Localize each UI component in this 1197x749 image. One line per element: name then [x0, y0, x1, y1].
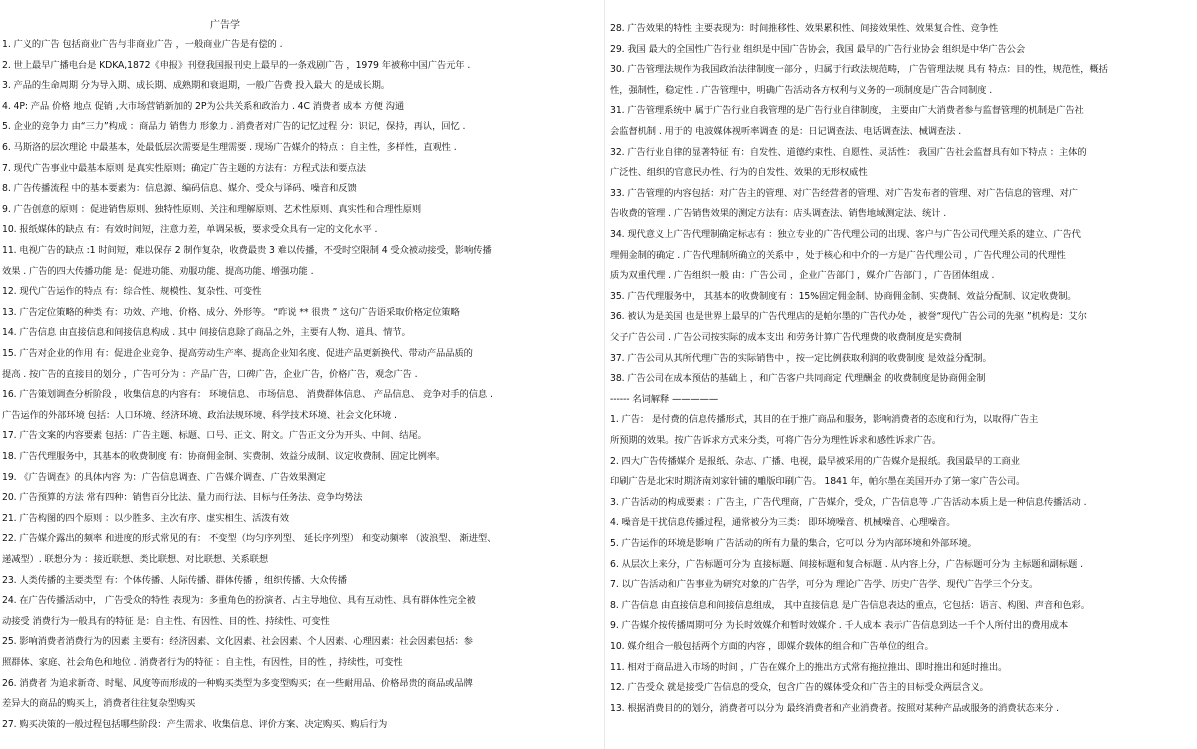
- text-line: 15. 广告对企业的作用 有：促进企业竞争、提高劳动生产率、提高企业知名度、促进产品更新换代、带动产品品质的: [2, 348, 473, 359]
- text-line: 1. 广义的广告 包括商业广告与非商业广告 ，一般商业广告是有偿的 .: [2, 39, 283, 50]
- text-line: 16. 广告策划调查分析阶段 ，收集信息的内容有： 环境信息、 市场信息、 消费群体信息、 产品信息、 竞争对手的信息 .: [2, 389, 493, 401]
- text-line: 30. 广告管理法规作为我国政治法律制度一部分 ，归属于行政法规范畴， 广告管理法规 具有 特点：目的性，规范性，概括: [610, 64, 1108, 76]
- text-line: 5. 企业的竞争力 由“三力”构成 ：商品力 销售力 形象力 . 消费者对广告的记忆过程 分：识记，保持，再认，回忆 .: [2, 121, 466, 133]
- text-line: 性，强制性，稳定性 . 广告管理中，明确广告活动各方权利与义务的一项制度是广告合同制度 .: [610, 84, 993, 96]
- text-line: 7. 以广告活动和广告事业为研究对象的广告学，可分为 理论广告学、历史广告学、现代广告学三个分支。: [610, 579, 1039, 591]
- text-line: 13. 广告定位策略的种类 有：功效、产地、价格、成分、外形等。 “昨说 ** 很贵 ” 这句广告语采取价格定位策略: [2, 306, 460, 318]
- text-line: 1. 广告： 是付费的信息传播形式，其目的在于推广商品和服务，影响消费者的态度和行为，以取得广告主: [610, 414, 1039, 426]
- text-line: 25. 影响消费者消费行为的因素 主要有：经济因素、文化因素、社会因素、个人因素、心理因素：社会因素包括：参: [2, 636, 473, 648]
- document-title: 广告学: [210, 20, 240, 31]
- text-line: 32. 广告行业自律的显著特征 有：自发性、道德约束性、自愿性、灵活性： 我国广告社会监督具有如下特点 ：主体的: [610, 146, 1087, 158]
- text-line: 19. 《广告调查》的具体内容 为：广告信息调查、广告媒介调查、广告效果测定: [2, 471, 326, 483]
- text-line: 21. 广告构图的四个原则 ：以少胜多、主次有序、虚实相生、活泼有效: [2, 512, 289, 524]
- text-line: 17. 广告文案的内容要素 包括：广告主题、标题、口号、正文、附文。广告正文分为开头、中间、结尾。: [2, 430, 427, 442]
- text-line: 8. 广告信息 由直接信息和间接信息组成， 其中直接信息 是广告信息表达的重点，它包括：语言、构图、声音和色彩。: [610, 599, 1090, 611]
- text-line: 差异大的商品的购买上，消费者往往复杂型购买: [2, 698, 196, 710]
- text-line: 38. 广告公司在成本预估的基础上 ，和广告客户共同商定 代理酬金 的收费制度是协商佣金制: [610, 373, 986, 385]
- text-line: 36. 被认为是美国 也是世界上最早的广告代理店的是帕尔墨的广告代办处 ，被誉“现代广告公司的先驱 ”机构是：艾尔: [610, 311, 1087, 323]
- text-line: 23. 人类传播的主要类型 有：个体传播、人际传播、群体传播 ，组织传播、大众传播: [2, 574, 347, 586]
- text-line: 所预期的效果。按广告诉求方式来分类，可将广告分为理性诉求和感性诉求广告。: [610, 435, 942, 446]
- text-line: ------ 名词解释 —————: [610, 393, 719, 405]
- text-line: 2. 四大广告传播媒介 是报纸、杂志、广播、电视，最早被采用的广告媒介是报纸。我国最早的工商业: [610, 455, 1020, 467]
- text-line: 广泛性、组织的官意民办性、行为的自发性、效果的无形权威性: [610, 167, 868, 179]
- text-line: 35. 广告代理服务中， 其基本的收费制度有 ：15%固定佣金制、协商佣金制、实费制、效益分配制、议定收费制。: [610, 290, 1077, 302]
- text-line: 理佣金制的确定 . 广告代理制所确立的关系中 ，处于核心和中介的一方是广告代理公司 ，广告代理公司的代理性: [610, 249, 1066, 261]
- text-line: 13. 根据消费目的的划分，消费者可以分为 最终消费者和产业消费者。按照对某种产品或服务的消费状态来分 .: [610, 702, 1059, 714]
- text-line: 5. 广告运作的环境是影响 广告活动的所有力量的集合，它可以 分为内部环境和外部环境。: [610, 538, 977, 549]
- text-line: 质为双重代理 . 广告组织一般 由：广告公司 ，企业广告部门 ，媒介广告部门 ，广告团体组成 .: [610, 270, 995, 282]
- text-line: 动接受 消费行为一般具有的特征 是：自主性、有因性、目的性、持续性、可变性: [2, 615, 330, 627]
- text-line: 29. 我国 最大的全国性广告行业 组织是中国广告协会，我国 最早的广告行业协会 组织是中华广告公会: [610, 43, 1026, 55]
- text-line: 12. 现代广告运作的特点 有：综合性、规模性、复杂性、可变性: [2, 286, 262, 298]
- text-line: 6. 马斯洛的层次理论 中最基本，处最低层次需要是生理需要 . 现场广告媒介的特点 ：自主性，多样性，直观性 .: [2, 142, 457, 153]
- text-line: 9. 广告媒介按传播周期可分 为长时效媒介和暂时效媒介 . 千人成本 表示广告信息到达一千个人所付出的费用成本: [610, 620, 1069, 632]
- text-line: 11. 相对于商品进入市场的时间 ，广告在媒介上的推出方式常有拖拉推出、即时推出和延时推出。: [610, 661, 1008, 673]
- text-line: 2. 世上最早广播电台是 KDKA,1872《申报》刊登我国报刊史上最早的一条戏剧广告 ，1979 年被称中国广告元年 .: [2, 59, 471, 71]
- text-line: 34. 现代意义上广告代理制确定标志有 ：独立专业的广告代理公司的出现、客户与广告公司代理关系的建立、广告代: [610, 229, 1081, 240]
- text-line: 8. 广告传播流程 中的基本要素为：信息源、编码信息、媒介、受众与译码、噪音和反馈: [2, 183, 357, 195]
- text-line: 28. 广告效果的特性 主要表现为：时间推移性、效果累积性、间接效果性、效果复合性、竞争性: [610, 23, 999, 34]
- text-line: 3. 广告活动的构成要素 ：广告主，广告代理商，广告媒介，受众，广告信息等 .广告活动本质上是一种信息传播活动 .: [610, 496, 1087, 508]
- text-line: 14. 广告信息 由直接信息和间接信息构成 . 其中 间接信息除了商品之外，主要有人物、道具、情节。: [2, 327, 411, 339]
- text-line: 26. 消费者 为追求新奇、时髦、风度等而形成的一种购买类型为多变型购买；在一些耐用品、价格昂贵的商品或品牌: [2, 677, 473, 689]
- text-line: 会监督机制 . 用于的 电波媒体视听率调查 的是：日记调查法、电话调查法、械调查法 .: [610, 126, 962, 137]
- text-line: 告收费的管理 . 广告销售效果的测定方法有：店头调查法、销售地域测定法、统计 .: [610, 208, 947, 220]
- text-line: 9. 广告创意的原则 ：促进销售原则、独特性原则、关注和理解原则、艺术性原则、真实性和合理性原则: [2, 203, 422, 215]
- text-line: 父子广告公司 . 广告公司按实际的成本支出 和劳务计算广告代理费的收费制度是实费制: [610, 332, 962, 343]
- text-line: 4. 噪音是干扰信息传播过程，通常被分为三类： 即环境噪音、机械噪音、心理噪音。: [610, 517, 956, 529]
- text-line: 27. 购买决策的一般过程包括哪些阶段：产生需求、收集信息、评价方案、决定购买、购后行为: [2, 718, 388, 730]
- text-line: 递减型）. 联想分为 ：接近联想、类比联想、对比联想、关系联想: [2, 554, 269, 565]
- text-line: 10. 媒介组合一般包括两个方面的内容 ，即媒介载体的组合和广告单位的组合。: [610, 641, 934, 652]
- text-line: 22. 广告媒介露出的频率 和进度的形式常见的有： 不变型（均匀序列型、 延长序列型） 和变动频率 （波浪型、 渐进型、: [2, 533, 497, 545]
- text-line: 37. 广告公司从其所代理广告的实际销售中 ，按一定比例获取利润的收费制度 是效益分配制。: [610, 352, 992, 364]
- text-line: 效果 . 广告的四大传播功能 是：促进功能、劝服功能、提高功能、增强功能 .: [2, 265, 314, 277]
- text-line: 广告运作的外部环境 包括：人口环境、经济环境、政治法规环境、科学技术环境、社会文化环境 .: [2, 409, 397, 421]
- text-line: 12. 广告受众 就是接受广告信息的受众，包含广告的媒体受众和广告主的目标受众两层含义。: [610, 682, 989, 694]
- text-line: 3. 产品的生命周期 分为导入期、成长期、成熟期和衰退期，一般广告费 投入最大 的是成长期。: [2, 80, 390, 92]
- text-line: 照群体、家庭、社会角色和地位 . 消费者行为的特征 ：自主性，有因性，目的性 ，持续性，可变性: [2, 657, 403, 668]
- text-line: 提高 . 按广告的直接目的划分 ，广告可分为 ：产品广告，口碑广告，企业广告，价格广告，观念广告 .: [2, 368, 418, 380]
- text-line: 31. 广告管理系统中 属于广告行业自我管理的是广告行业自律制度， 主要由广大消费者参与监督管理的机制是广告社: [610, 105, 1084, 117]
- text-line: 18. 广告代理服务中，其基本的收费制度 有：协商佣金制、实费制、效益分成制、议定收费制、固定比例率。: [2, 451, 446, 462]
- text-line: 24. 在广告传播活动中， 广告受众的特性 表现为：多重角色的扮演者、占主导地位、具有互动性、具有群体性完全被: [2, 595, 476, 607]
- text-line: 6. 从层次上来分，广告标题可分为 直接标题、间接标题和复合标题 . 从内容上分，广告标题可分为 主标题和副标题 .: [610, 558, 1083, 570]
- text-line: 7. 现代广告事业中最基本原则 是真实性原则；确定广告主题的方法有：方程式法和要点法: [2, 162, 366, 174]
- column-divider: [604, 0, 605, 749]
- text-line: 4. 4P: 产品 价格 地点 促销 ,大市场营销新加的 2P为公共关系和政治力 . 4C 消费者 成本 方便 沟通: [2, 100, 405, 112]
- text-line: 印刷广告是北宋时期济南刘家针铺的雕版印刷广告。 1841 年，帕尔墨在美国开办了第一家广告公司。: [610, 476, 1026, 488]
- text-line: 11. 电视广告的缺点 :1 时间短，难以保存 2 制作复杂，收费最贵 3 难以传播，不受时空限制 4 受众被动接受，影响传播: [2, 245, 492, 256]
- text-line: 33. 广告管理的内容包括：对广告主的管理、对广告经营者的管理、对广告发布者的管理、对广告信息的管理、对广: [610, 187, 1078, 199]
- text-line: 10. 报纸媒体的缺点 有：有效时间短，注意力差，单调呆板，要求受众具有一定的文化水平 .: [2, 224, 378, 236]
- text-line: 20. 广告预算的方法 常有四种：销售百分比法、量力而行法、目标与任务法、竞争均势法: [2, 492, 363, 504]
